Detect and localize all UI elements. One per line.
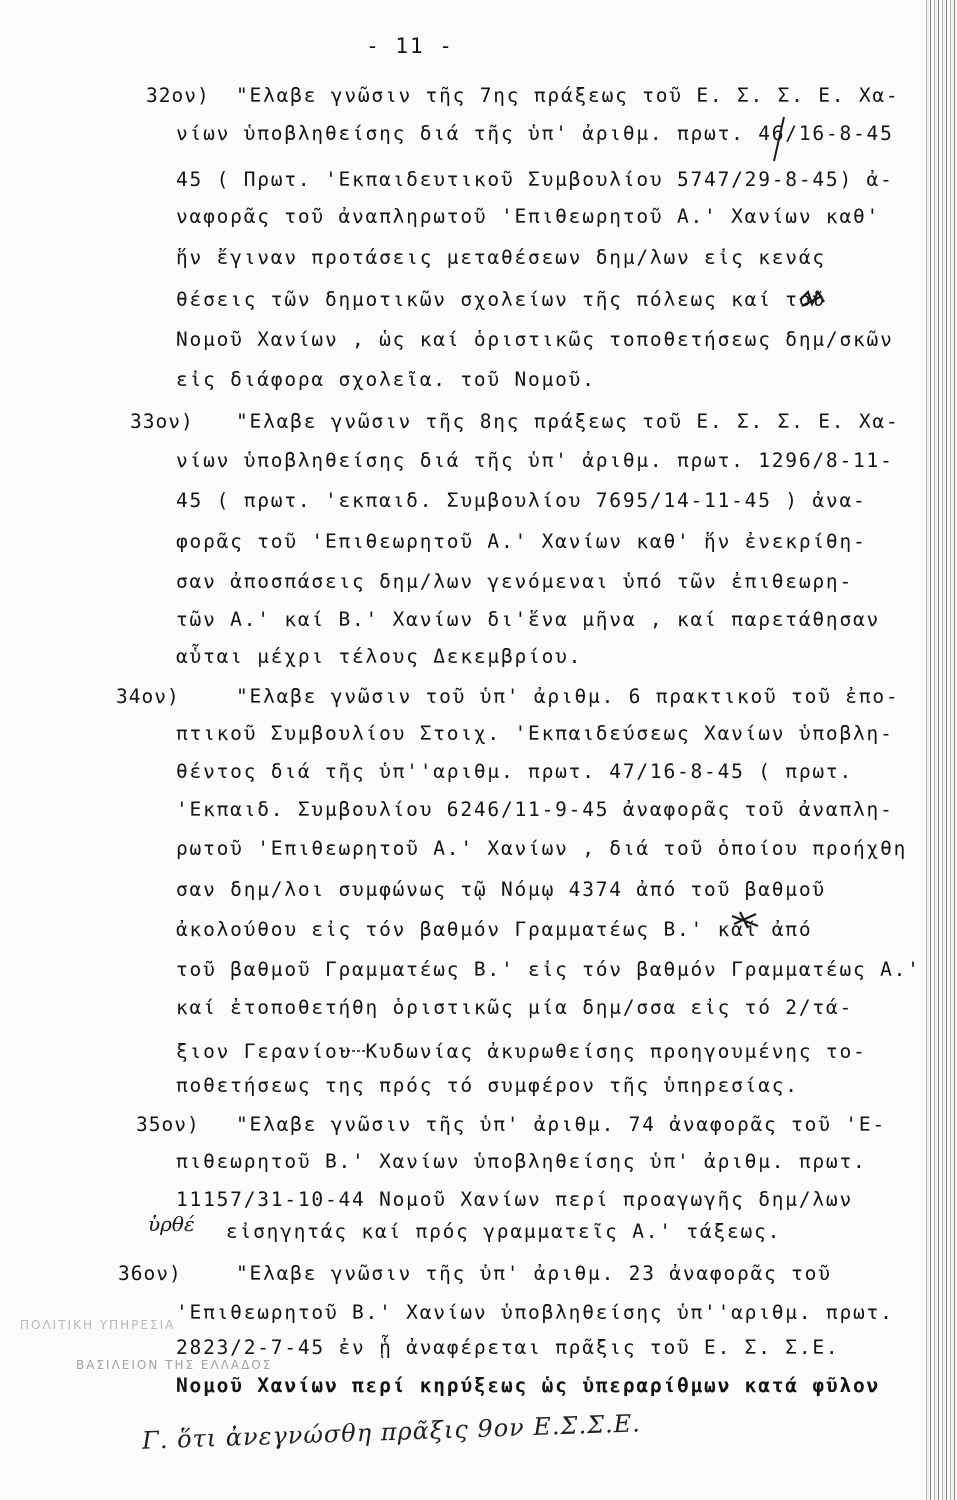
text-line: ποθετήσεως της πρός τό συμφέρον τῆς ὑπηρεσίας.	[176, 1074, 799, 1097]
text-line: "Ελαβε γνῶσιν τοῦ ὑπ' ἀριθμ. 6 πρακτικοῦ τοῦ ἐπο-	[236, 685, 900, 708]
text-line: "Ελαβε γνῶσιν τῆς ὑπ' ἀριθμ. 23 ἀναφορᾶς τοῦ	[236, 1262, 832, 1285]
text-line: "Ελαβε γνῶσιν τῆς 7ης πράξεως τοῦ Ε. Σ. Σ. Ε. Χα-	[236, 84, 900, 107]
text-line: 45 ( πρωτ. 'εκπαιδ. Συμβουλίου 7695/14-11-45 ) ἀνα-	[176, 489, 867, 512]
text-line: θέσεις τῶν δημοτικῶν σχολείων τῆς πόλεως καί τοῦ	[176, 288, 826, 311]
page-edge-shadow	[923, 0, 957, 1500]
ink-scribble-mark	[798, 288, 828, 310]
text-line: "Ελαβε γνῶσιν τῆς 8ης πράξεως τοῦ Ε. Σ. Σ. Ε. Χα-	[236, 410, 900, 433]
text-line: 2823/2-7-45 ἐν ᾗ ἀναφέρεται πρᾶξις τοῦ Ε. Σ. Σ.Ε.	[176, 1336, 840, 1359]
text-line: νίων ὑποβληθείσης διά τῆς ὑπ' ἀριθμ. πρωτ. 46/16-8-45	[176, 122, 894, 145]
item-number: 32ον)	[146, 84, 210, 107]
text-line: τοῦ βαθμοῦ Γραμματέως Β.' εἰς τόν βαθμόν Γραμματέως Α.'	[176, 958, 921, 981]
text-line: Νομοῦ Χανίων , ὡς καί ὁριστικῶς τοποθετήσεως δημ/σκῶν	[176, 328, 894, 351]
text-line: πιθεωρητοῦ Β.' Χανίων ὑποβληθείσης ὑπ' ἀριθμ. πρωτ.	[176, 1150, 867, 1173]
ink-strike-mark	[340, 1044, 370, 1058]
text-line: τῶν Α.' καί Β.' Χανίων δι'ἕνα μῆνα , καί παρετάθησαν	[176, 608, 881, 631]
text-line: πτικοῦ Συμβουλίου Στοιχ. 'Εκπαιδεύσεως Χανίων ὑποβλη-	[176, 722, 894, 745]
text-line: ἥν ἔγιναν προτάσεις μεταθέσεων δημ/λων εἰς κενάς	[176, 246, 826, 269]
text-line: Νομοῦ Χανίων περί κηρύξεως ὡς ὑπεραρίθμων κατά φῦλον	[176, 1374, 881, 1397]
text-line: φορᾶς τοῦ 'Επιθεωρητοῦ Α.' Χανίων καθ' ἥν ἐνεκρίθη-	[176, 530, 867, 553]
text-line: αὗται μέχρι τέλους Δεκεμβρίου.	[176, 645, 583, 668]
faded-stamp: ΠΟΛΙΤΙΚΗ ΥΠΗΡΕΣΙΑ	[20, 1318, 176, 1332]
item-number: 33ον)	[130, 410, 194, 433]
margin-annotation: ὑρθέ	[148, 1212, 195, 1236]
text-line: σαν ἀποσπάσεις δημ/λων γενόμεναι ὑπό τῶν ἐπιθεωρη-	[176, 570, 853, 593]
text-line: 'Εκπαιδ. Συμβουλίου 6246/11-9-45 ἀναφορᾶς τοῦ ἀναπλη-	[176, 798, 894, 821]
text-line: 11157/31-10-44 Νομοῦ Χανίων περί προαγωγῆς δημ/λων	[176, 1188, 853, 1211]
ink-correction-mark	[770, 115, 788, 165]
item-number: 35ον)	[136, 1113, 200, 1136]
text-line: καί ἐτοποθετήθη ὁριστικῶς μία δημ/σσα εἰς τό 2/τά-	[176, 996, 853, 1019]
page-number: - 11 -	[366, 34, 454, 58]
text-line: ναφορᾶς τοῦ ἀναπληρωτοῦ 'Επιθεωρητοῦ Α.' Χανίων καθ'	[176, 205, 881, 228]
ink-scribble-mark	[730, 908, 762, 930]
archive-stamp: ΒΑΣΙΛΕΙΟΝ ΤΗΣ ΕΛΛΑΔΟΣ	[76, 1358, 273, 1372]
text-line: ξιον Γερανίου Κυδωνίας ἀκυρωθείσης προηγουμένης το-	[176, 1040, 867, 1063]
text-line: εἰσηγητάς καί πρός γραμματεῖς Α.' τάξεως.	[226, 1220, 782, 1243]
text-line: ρωτοῦ 'Επιθεωρητοῦ Α.' Χανίων , διά τοῦ ὁποίου προήχθη	[176, 837, 908, 860]
handwritten-note: Γ. ὅτι ἀνεγνώσθη πρᾶξις 9ον Ε.Σ.Σ.Ε.	[141, 1409, 642, 1455]
text-line: "Ελαβε γνῶσιν τῆς ὑπ' ἀριθμ. 74 ἀναφορᾶς τοῦ 'Ε-	[236, 1113, 886, 1136]
text-line: ἀκολούθου εἰς τόν βαθμόν Γραμματέως Β.' καί ἀπό	[176, 918, 813, 941]
text-line: 'Επιθεωρητοῦ Β.' Χανίων ὑποβληθείσης ὑπ''αριθμ. πρωτ.	[176, 1301, 894, 1324]
text-line: εἰς διάφορα σχολεῖα. τοῦ Νομοῦ.	[176, 368, 596, 391]
item-number: 36ον)	[118, 1262, 182, 1285]
text-line: νίων ὑποβληθείσης διά τῆς ὑπ' ἀριθμ. πρωτ. 1296/8-11-	[176, 449, 894, 472]
text-line: θέντος διά τῆς ὑπ''αριθμ. πρωτ. 47/16-8-45 ( πρωτ.	[176, 760, 853, 783]
text-line: σαν δημ/λοι συμφώνως τῷ Νόμῳ 4374 ἀπό τοῦ βαθμοῦ	[176, 878, 826, 901]
item-number: 34ον)	[116, 685, 180, 708]
text-line: 45 ( Πρωτ. 'Εκπαιδευτικοῦ Συμβουλίου 5747/29-8-45) ἀ-	[176, 168, 894, 191]
